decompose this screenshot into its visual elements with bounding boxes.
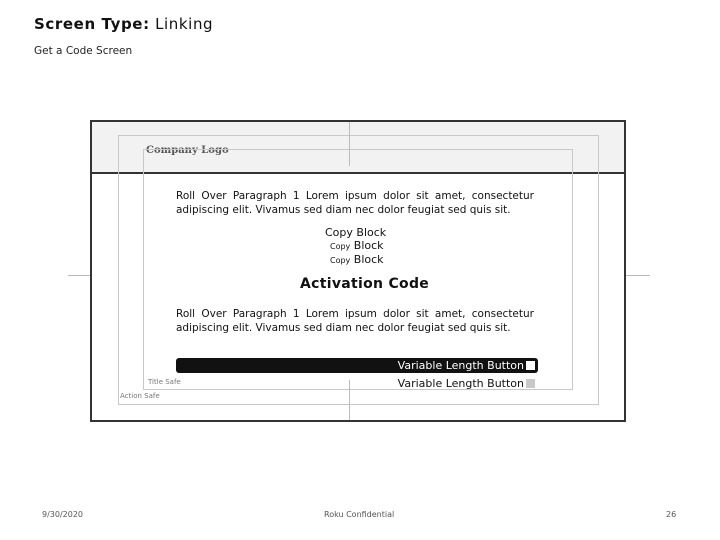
screen-type-label: Screen Type: xyxy=(34,15,150,33)
action-safe-label: Action Safe xyxy=(120,392,160,400)
button-indicator-icon xyxy=(526,361,535,370)
variable-length-button-focused[interactable] xyxy=(176,358,538,373)
tv-screen-frame xyxy=(90,120,626,422)
variable-length-button[interactable] xyxy=(176,376,538,391)
company-logo: Company Logo xyxy=(146,145,229,156)
footer-confidential: Roku Confidential xyxy=(324,510,395,519)
copy-block-2 xyxy=(330,239,384,252)
screen-type-value: Linking xyxy=(155,15,214,33)
footer-page-number: 26 xyxy=(666,510,677,519)
copy-block-text: Block xyxy=(353,239,384,252)
slide-title xyxy=(34,15,213,33)
button-label: Variable Length Button xyxy=(397,359,524,372)
copy-block-1 xyxy=(325,226,386,239)
footer-date: 9/30/2020 xyxy=(42,510,84,519)
rollover-paragraph-2: Roll Over Paragraph 1 Lorem ipsum dolor sit amet, consectetur adipiscing elit. Vivamus sed diam nec dolor feugiat sed quis sit. xyxy=(176,308,534,334)
title-safe-label: Title Safe xyxy=(148,378,181,386)
activation-code-title: Activation Code xyxy=(300,276,430,292)
title-safe-area xyxy=(143,149,573,390)
button-indicator-icon xyxy=(526,379,535,388)
copy-block-text: Copy Block xyxy=(325,226,387,239)
rollover-paragraph-1: Roll Over Paragraph 1 Lorem ipsum dolor sit amet, consectetur adipiscing elit. Vivamus sed diam nec dolor feugiat sed quis sit. xyxy=(176,190,534,216)
copy-block-prefix: Copy xyxy=(330,242,351,251)
copy-block-3 xyxy=(330,253,384,266)
button-label: Variable Length Button xyxy=(397,377,524,390)
guide-line-top xyxy=(349,122,350,166)
copy-block-prefix: Copy xyxy=(330,256,351,265)
copy-block-text: Block xyxy=(353,253,384,266)
slide-subtitle: Get a Code Screen xyxy=(34,45,133,57)
